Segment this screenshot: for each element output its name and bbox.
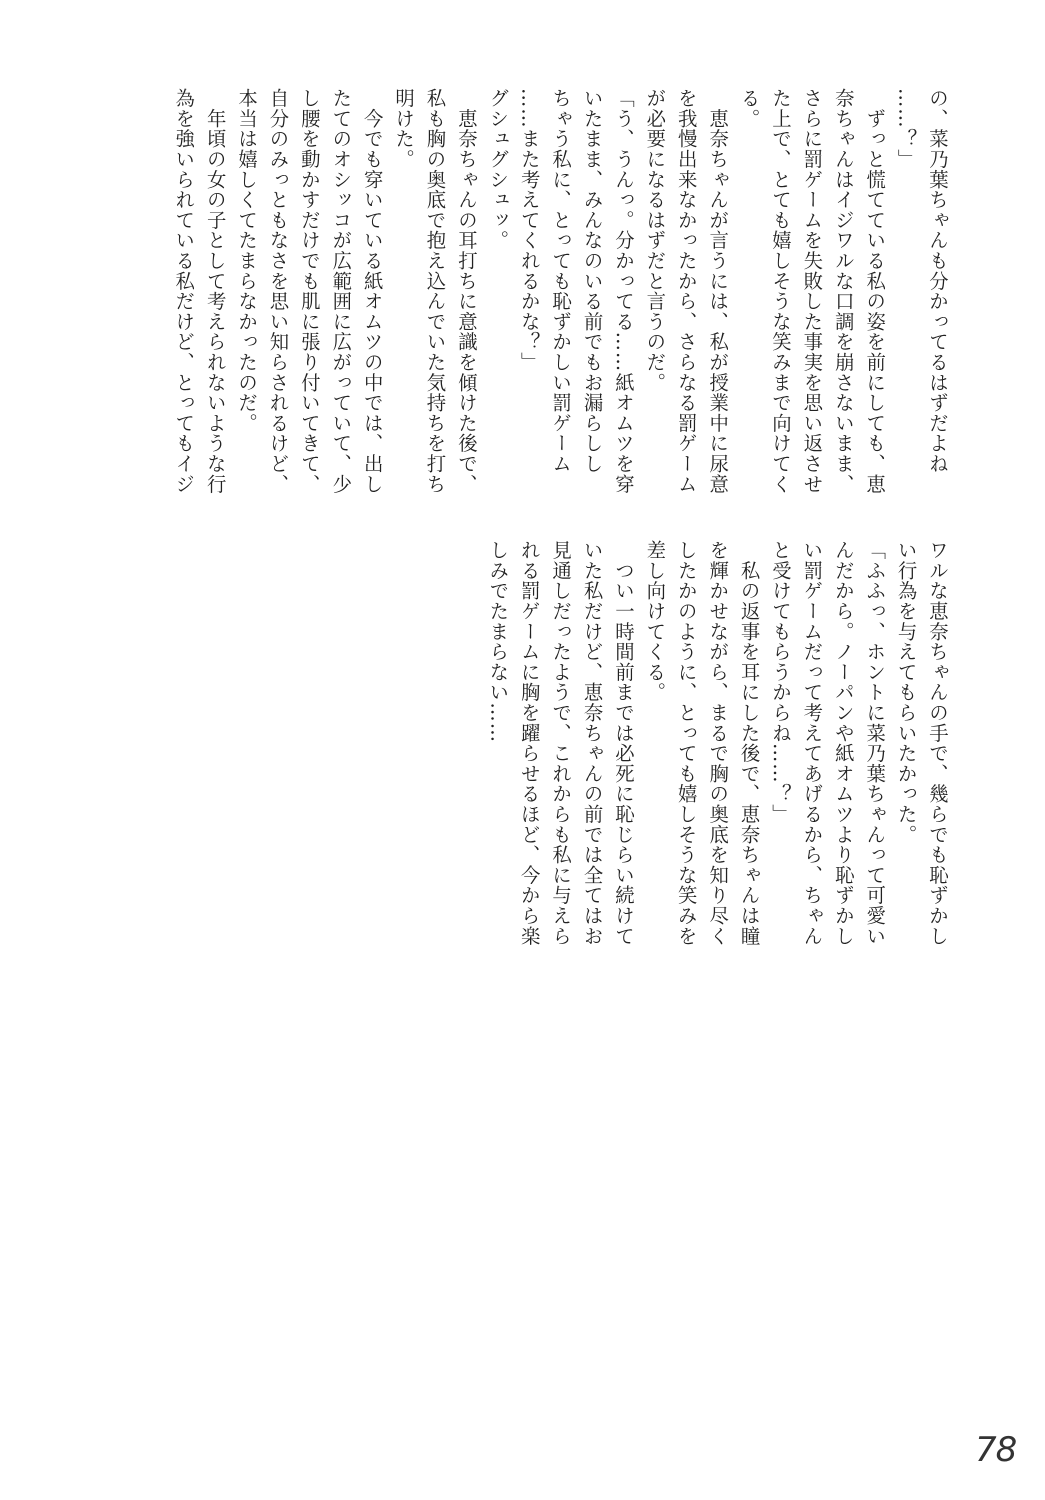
text-block-top xyxy=(168,88,953,528)
text-line: が必要になるはずだと言うのだ。 xyxy=(643,88,667,393)
text-line: 「う、うんっ。分かってる……紙オムツを穿 xyxy=(611,88,635,494)
text-line: る。 xyxy=(737,88,761,129)
text-line: 見通しだったようで、これからも私に与えら xyxy=(549,540,573,946)
text-line: 為を強いられている私だけど、とってもイジ xyxy=(172,88,196,494)
text-line: ちゃう私に、とっても恥ずかしい罰ゲーム xyxy=(549,88,573,474)
text-line: ずっと慌てている私の姿を前にしても、恵 xyxy=(863,88,887,494)
text-line: しみでたまらない…… xyxy=(486,540,510,743)
text-line: 差し向けてくる。 xyxy=(643,540,667,703)
text-line: 恵奈ちゃんが言うには、私が授業中に尿意 xyxy=(706,88,730,494)
text-block-bottom xyxy=(482,540,953,1000)
text-line: と受けてもらうからね……？」 xyxy=(768,540,792,825)
text-line: つい一時間前までは必死に恥じらい続けて xyxy=(611,540,635,946)
text-line: 私の返事を耳にした後で、恵奈ちゃんは瞳 xyxy=(737,540,761,946)
text-line: を我慢出来なかったから、さらなる罰ゲーム xyxy=(674,88,698,494)
text-line: さらに罰ゲームを失敗した事実を思い返させ xyxy=(800,88,824,494)
text-line: ワルな恵奈ちゃんの手で、幾らでも恥ずかし xyxy=(926,540,949,946)
text-line: んだから。ノーパンや紙オムツより恥ずかし xyxy=(831,540,855,946)
text-line: 本当は嬉しくてたまらなかったのだ。 xyxy=(235,88,259,434)
text-line: の、菜乃葉ちゃんも分かってるはずだよね xyxy=(926,88,949,474)
text-line: 自分のみっともなさを思い知らされるけど、 xyxy=(266,88,290,494)
text-line: グシュグシュッ。 xyxy=(486,88,510,251)
text-line: たてのオシッコが広範囲に広がっていて、少 xyxy=(329,88,353,494)
page-number: 78 xyxy=(975,1430,1017,1470)
text-line: いたまま、みんなのいる前でもお漏らしし xyxy=(580,88,604,474)
text-line: た上で、とても嬉しそうな笑みまで向けてく xyxy=(768,88,792,494)
text-line: を輝かせながら、まるで胸の奥底を知り尽く xyxy=(706,540,730,946)
text-line: 明けた。 xyxy=(392,88,416,170)
text-line: 恵奈ちゃんの耳打ちに意識を傾けた後で、 xyxy=(454,88,478,494)
text-line: いた私だけど、恵奈ちゃんの前では全てはお xyxy=(580,540,604,946)
text-line: 年頃の女の子として考えられないような行 xyxy=(203,88,227,494)
text-line: ……また考えてくれるかな？」 xyxy=(517,88,541,373)
text-line: ……？」 xyxy=(894,88,918,170)
text-line: 奈ちゃんはイジワルな口調を崩さないまま、 xyxy=(831,88,855,494)
text-line: したかのように、とっても嬉しそうな笑みを xyxy=(674,540,698,946)
text-line: い行為を与えてもらいたかった。 xyxy=(894,540,918,845)
text-line: し腰を動かすだけでも肌に張り付いてきて、 xyxy=(297,88,321,494)
text-line: 「ふふっ、ホントに菜乃葉ちゃんって可愛い xyxy=(863,540,887,946)
text-line: 私も胸の奥底で抱え込んでいた気持ちを打ち xyxy=(423,88,447,494)
text-line: れる罰ゲームに胸を躍らせるほど、今から楽 xyxy=(517,540,541,946)
text-line: い罰ゲームだって考えてあげるから、ちゃん xyxy=(800,540,824,946)
text-line: 今でも穿いている紙オムツの中では、出し xyxy=(360,88,384,494)
